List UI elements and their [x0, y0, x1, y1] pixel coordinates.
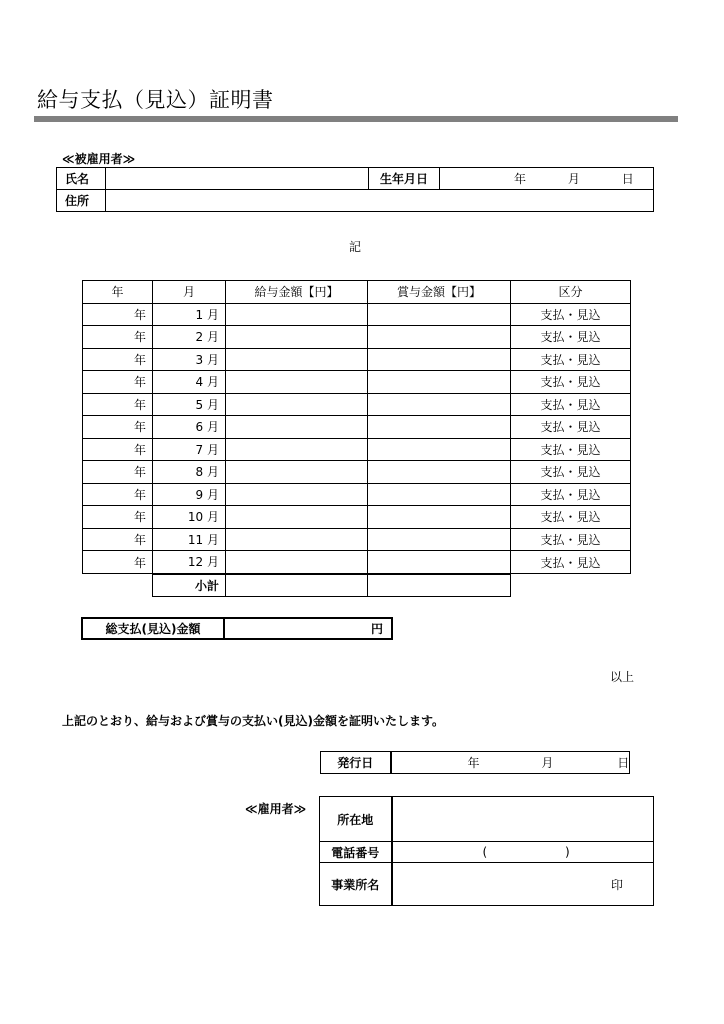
row-bonus[interactable] [368, 528, 511, 551]
header-bonus: 賞与金額【円】 [368, 281, 511, 304]
row-month: 4 月 [153, 371, 226, 394]
row-category[interactable]: 支払・見込 [511, 483, 631, 506]
seal-mark: 印 [610, 877, 623, 892]
row-year[interactable]: 年 [83, 348, 153, 371]
row-salary[interactable] [226, 551, 368, 574]
row-month: 10 月 [153, 506, 226, 529]
location-label: 所在地 [320, 797, 392, 842]
header-year: 年 [83, 281, 153, 304]
row-salary[interactable] [226, 483, 368, 506]
table-row [83, 371, 631, 394]
issue-date-table [320, 751, 630, 774]
row-year[interactable]: 年 [83, 438, 153, 461]
birthdate-field[interactable] [440, 168, 654, 190]
table-row [83, 438, 631, 461]
table-row [83, 326, 631, 349]
row-category[interactable]: 支払・見込 [511, 393, 631, 416]
payment-table-header [83, 281, 631, 304]
office-name-label: 事業所名 [320, 863, 392, 906]
row-bonus[interactable] [368, 416, 511, 439]
row-month: 7 月 [153, 438, 226, 461]
row-bonus[interactable] [368, 371, 511, 394]
total-amount-unit: 円 [370, 622, 383, 636]
row-year[interactable]: 年 [83, 303, 153, 326]
row-category[interactable]: 支払・見込 [511, 528, 631, 551]
row-bonus[interactable] [368, 551, 511, 574]
subtotal-bonus[interactable] [368, 574, 511, 597]
table-row [83, 506, 631, 529]
table-row [83, 551, 631, 574]
employee-section-label: ≪被雇用者≫ [62, 152, 136, 166]
issue-year-unit: 年 [467, 756, 480, 770]
closing-mark: 以上 [610, 670, 635, 684]
table-row [83, 348, 631, 371]
total-amount-table [81, 617, 393, 640]
total-amount-field[interactable] [224, 618, 392, 639]
total-amount-label: 総支払(見込)金額 [82, 618, 224, 639]
table-row [83, 528, 631, 551]
row-salary[interactable] [226, 348, 368, 371]
employer-info-table [319, 796, 654, 906]
row-category[interactable]: 支払・見込 [511, 371, 631, 394]
birth-day-unit: 日 [621, 172, 634, 186]
subtotal-blank-right [511, 574, 631, 597]
employer-section-label: ≪雇用者≫ [245, 802, 307, 816]
issue-date-label: 発行日 [321, 752, 391, 774]
issue-month-unit: 月 [541, 756, 554, 770]
subtotal-salary[interactable] [226, 574, 368, 597]
row-bonus[interactable] [368, 393, 511, 416]
ki-heading: 記 [349, 240, 362, 254]
row-year[interactable]: 年 [83, 461, 153, 484]
row-bonus[interactable] [368, 326, 511, 349]
row-category[interactable]: 支払・見込 [511, 348, 631, 371]
row-month: 3 月 [153, 348, 226, 371]
table-row [83, 393, 631, 416]
row-bonus[interactable] [368, 506, 511, 529]
table-row [83, 483, 631, 506]
location-field[interactable] [392, 797, 654, 842]
row-year[interactable]: 年 [83, 551, 153, 574]
row-salary[interactable] [226, 528, 368, 551]
table-row [83, 416, 631, 439]
row-category[interactable]: 支払・見込 [511, 438, 631, 461]
row-salary[interactable] [226, 393, 368, 416]
page-title: 給与支払（見込）証明書 [37, 88, 274, 112]
phone-close-paren: ) [565, 845, 570, 859]
row-month: 5 月 [153, 393, 226, 416]
row-year[interactable]: 年 [83, 483, 153, 506]
phone-field[interactable] [392, 842, 654, 863]
phone-open-paren: ( [482, 845, 488, 859]
subtotal-blank [83, 574, 153, 597]
phone-label: 電話番号 [320, 842, 392, 863]
certification-statement: 上記のとおり、給与および賞与の支払い(見込)金額を証明いたします。 [62, 714, 445, 728]
row-month: 11 月 [153, 528, 226, 551]
row-category[interactable]: 支払・見込 [511, 326, 631, 349]
payment-table [82, 280, 631, 597]
row-salary[interactable] [226, 461, 368, 484]
address-field[interactable] [106, 190, 654, 212]
row-category[interactable]: 支払・見込 [511, 551, 631, 574]
row-bonus[interactable] [368, 461, 511, 484]
office-name-field[interactable] [392, 863, 654, 906]
employee-info-table [56, 167, 654, 212]
row-salary[interactable] [226, 506, 368, 529]
row-bonus[interactable] [368, 483, 511, 506]
row-salary[interactable] [226, 303, 368, 326]
birth-month-unit: 月 [567, 172, 580, 186]
row-bonus[interactable] [368, 438, 511, 461]
row-month: 2 月 [153, 326, 226, 349]
issue-date-field[interactable] [391, 752, 630, 774]
subtotal-label: 小計 [153, 574, 226, 597]
row-bonus[interactable] [368, 303, 511, 326]
table-row [83, 303, 631, 326]
row-year[interactable]: 年 [83, 506, 153, 529]
row-salary[interactable] [226, 416, 368, 439]
address-label: 住所 [57, 190, 106, 212]
name-field[interactable] [106, 168, 369, 190]
row-month: 6 月 [153, 416, 226, 439]
subtotal-row [83, 574, 631, 597]
row-salary[interactable] [226, 438, 368, 461]
row-year[interactable]: 年 [83, 528, 153, 551]
header-month: 月 [153, 281, 226, 304]
row-month: 9 月 [153, 483, 226, 506]
row-category[interactable]: 支払・見込 [511, 461, 631, 484]
header-category: 区分 [511, 281, 631, 304]
row-year[interactable]: 年 [83, 326, 153, 349]
title-underline-bar [34, 116, 678, 122]
row-month: 12 月 [153, 551, 226, 574]
row-month: 1 月 [153, 303, 226, 326]
row-month: 8 月 [153, 461, 226, 484]
table-row [83, 461, 631, 484]
row-category[interactable]: 支払・見込 [511, 303, 631, 326]
row-year[interactable]: 年 [83, 393, 153, 416]
header-salary: 給与金額【円】 [226, 281, 368, 304]
name-label: 氏名 [57, 168, 106, 190]
row-category[interactable]: 支払・見込 [511, 416, 631, 439]
birthdate-label: 生年月日 [369, 168, 440, 190]
row-salary[interactable] [226, 326, 368, 349]
row-salary[interactable] [226, 371, 368, 394]
row-bonus[interactable] [368, 348, 511, 371]
issue-day-unit: 日 [617, 756, 630, 770]
birth-year-unit: 年 [514, 172, 527, 186]
row-year[interactable]: 年 [83, 371, 153, 394]
row-category[interactable]: 支払・見込 [511, 506, 631, 529]
row-year[interactable]: 年 [83, 416, 153, 439]
